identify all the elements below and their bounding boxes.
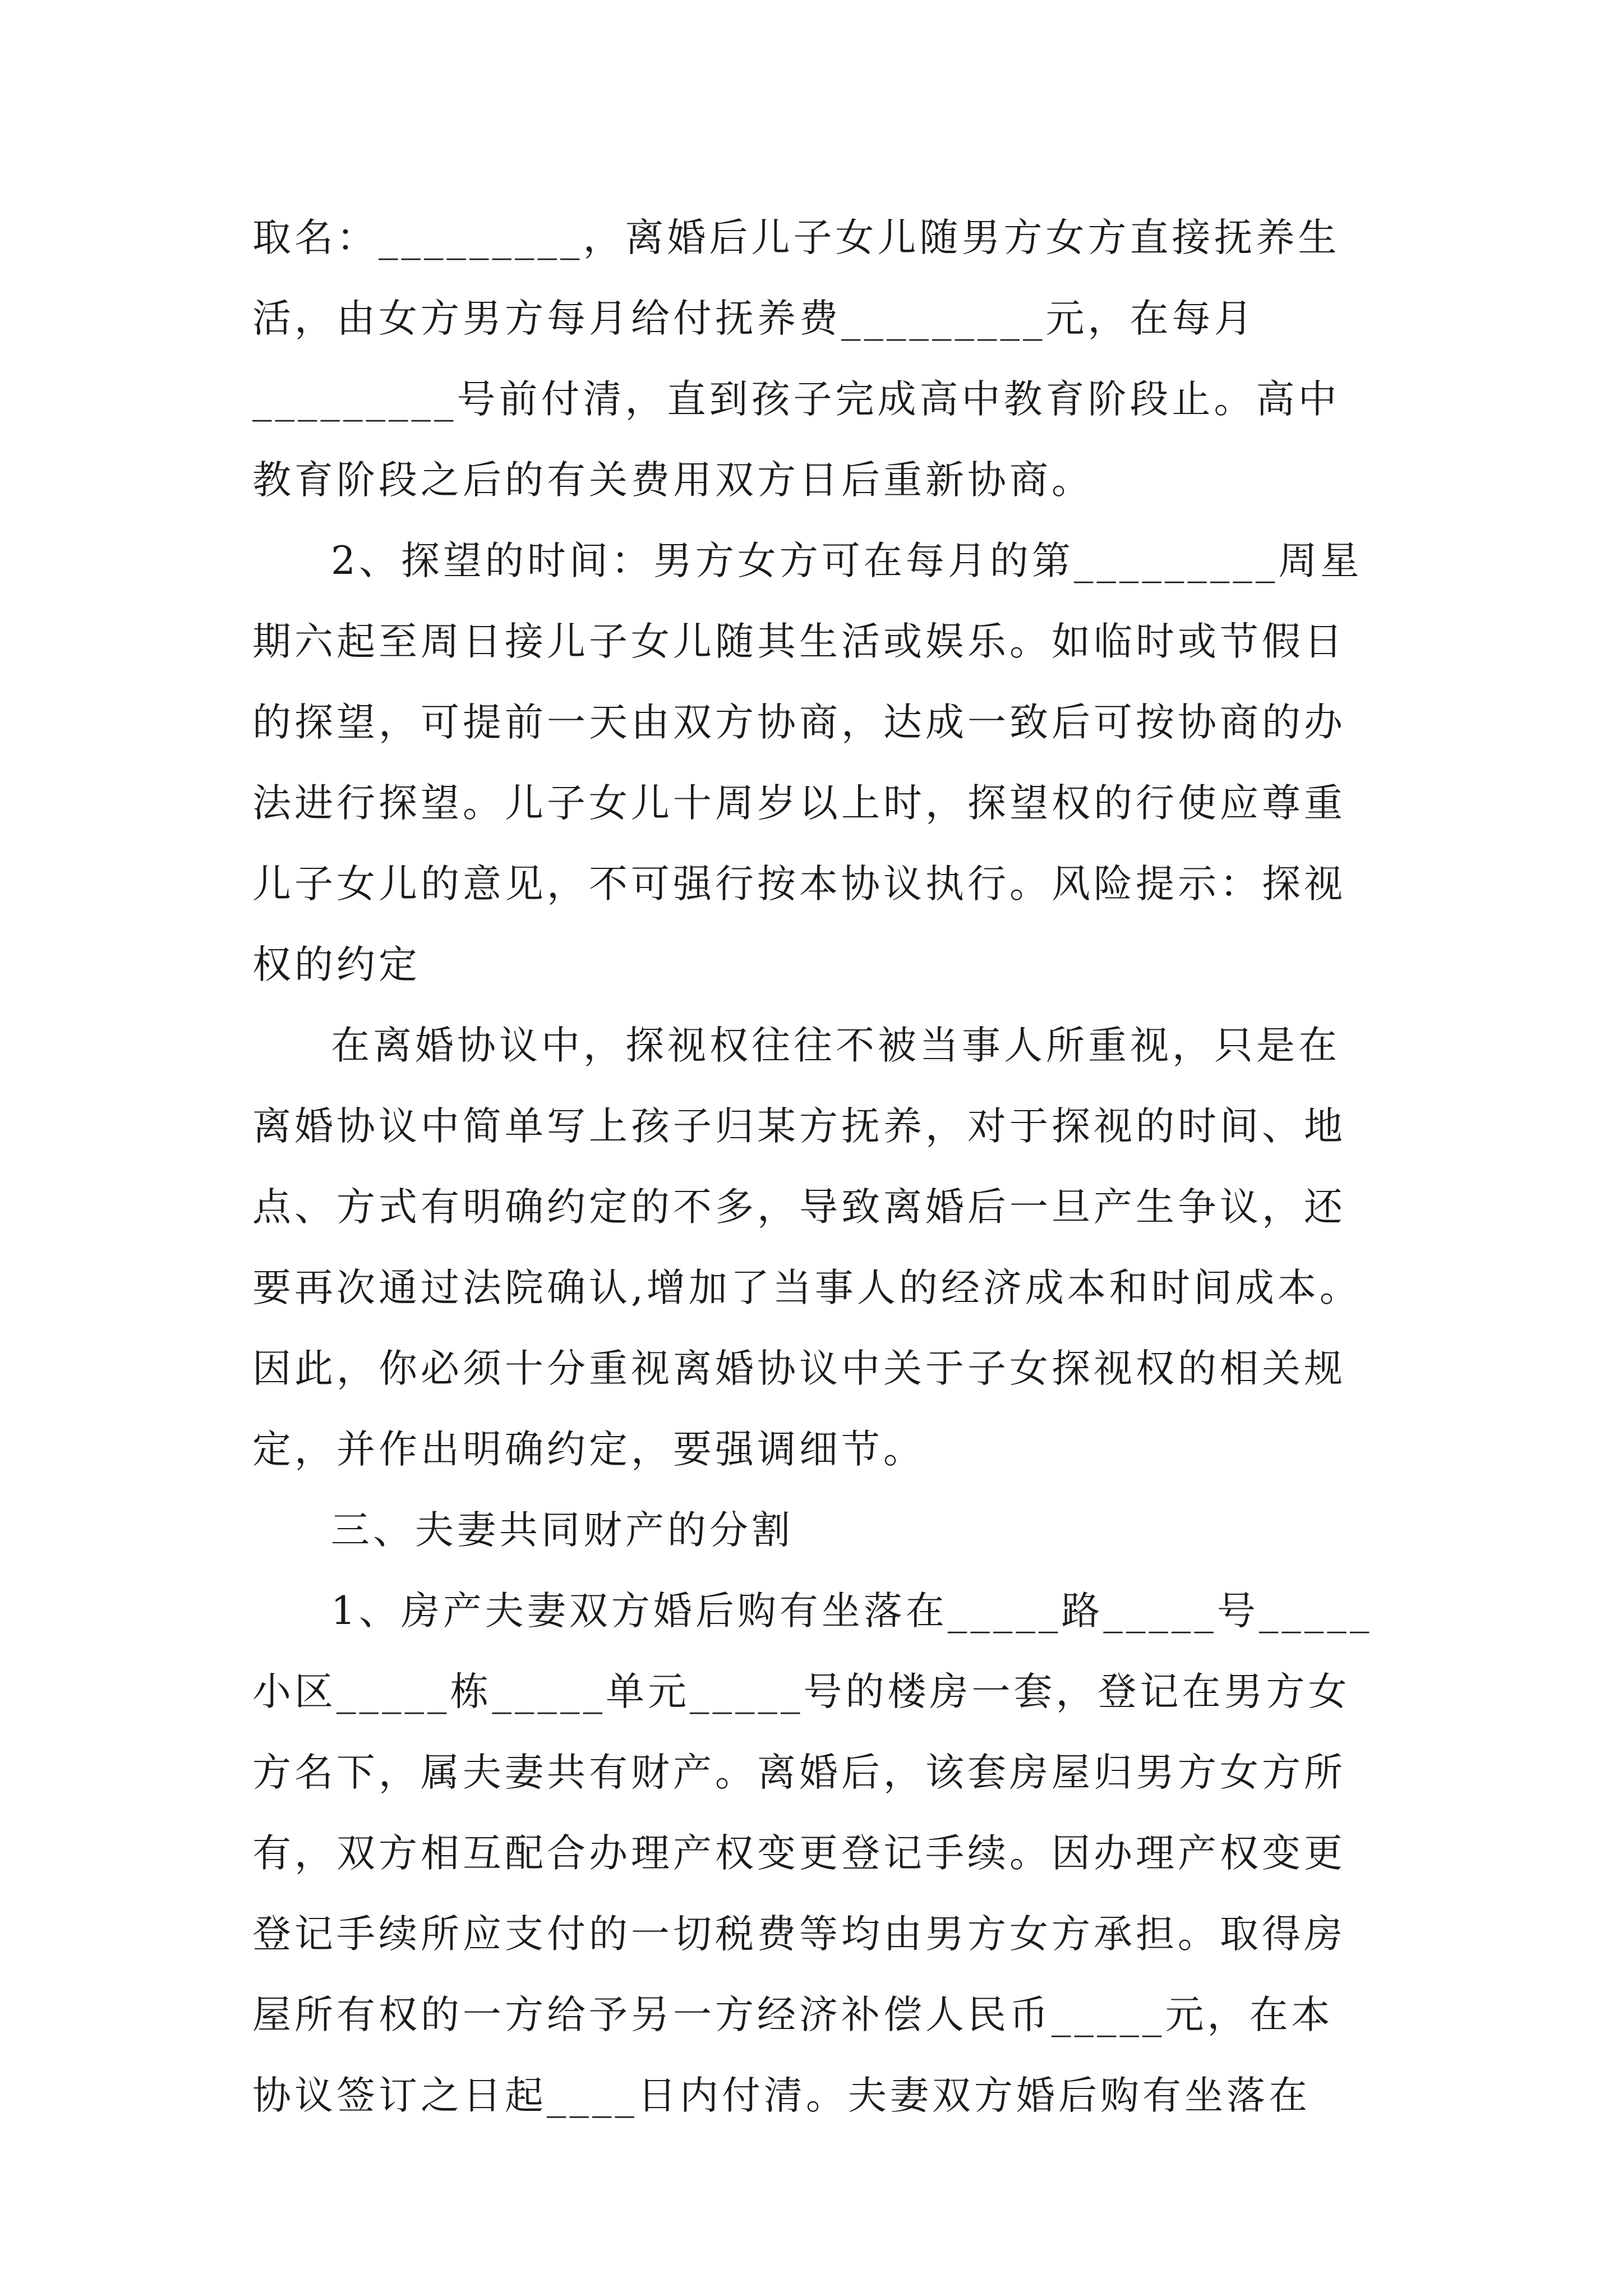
text-line: 方名下，属夫妻共有财产。离婚后，该套房屋归男方女方所	[252, 1750, 1346, 1795]
text-line: 小区_____栋_____单元_____号的楼房一套，登记在男方女	[252, 1669, 1350, 1714]
text-line: 法进行探望。儿子女儿十周岁以上时，探望权的行使应尊重	[252, 781, 1346, 826]
text-line: 有，双方相互配合办理产权变更登记手续。因办理产权变更	[252, 1831, 1346, 1876]
text-line: 因此，你必须十分重视离婚协议中关于子女探视权的相关规	[252, 1346, 1346, 1391]
text-line: 儿子女儿的意见，不可强行按本协议执行。风险提示：探视	[252, 862, 1346, 907]
text-line: 教育阶段之后的有关费用双方日后重新协商。	[252, 458, 1094, 503]
text-line: 期六起至周日接儿子女儿随其生活或娱乐。如临时或节假日	[252, 619, 1346, 664]
document-body	[252, 197, 1385, 2136]
text-line: 要再次通过法院确认,增加了当事人的经济成本和时间成本。	[252, 1266, 1362, 1310]
text-line: 三、夫妻共同财产的分割	[331, 1508, 794, 1553]
text-line: 1、房产夫妻双方婚后购有坐落在_____路_____号_____	[331, 1589, 1373, 1634]
text-line: 权的约定	[252, 942, 421, 987]
text-line: _________号前付清，直到孩子完成高中教育阶段止。高中	[252, 377, 1340, 422]
text-line: 取名：_________，离婚后儿子女儿随男方女方直接抚养生	[252, 215, 1340, 260]
text-line: 在离婚协议中，探视权往往不被当事人所重视，只是在	[331, 1023, 1340, 1068]
text-line: 离婚协议中简单写上孩子归某方抚养，对于探视的时间、地	[252, 1104, 1346, 1149]
text-line: 登记手续所应支付的一切税费等均由男方女方承担。取得房	[252, 1912, 1346, 1957]
text-line: 点、方式有明确约定的不多，导致离婚后一旦产生争议，还	[252, 1185, 1346, 1230]
text-line: 2、探望的时间：男方女方可在每月的第_________周星	[331, 539, 1363, 583]
text-line: 的探望，可提前一天由双方协商，达成一致后可按协商的办	[252, 700, 1346, 745]
text-line: 活，由女方男方每月给付抚养费_________元，在每月	[252, 296, 1256, 341]
text-line: 定，并作出明确约定，要强调细节。	[252, 1427, 925, 1472]
text-line: 屋所有权的一方给予另一方经济补偿人民币_____元，在本	[252, 1993, 1334, 2037]
text-line: 协议签订之日起____日内付清。夫妻双方婚后购有坐落在	[252, 2073, 1311, 2118]
